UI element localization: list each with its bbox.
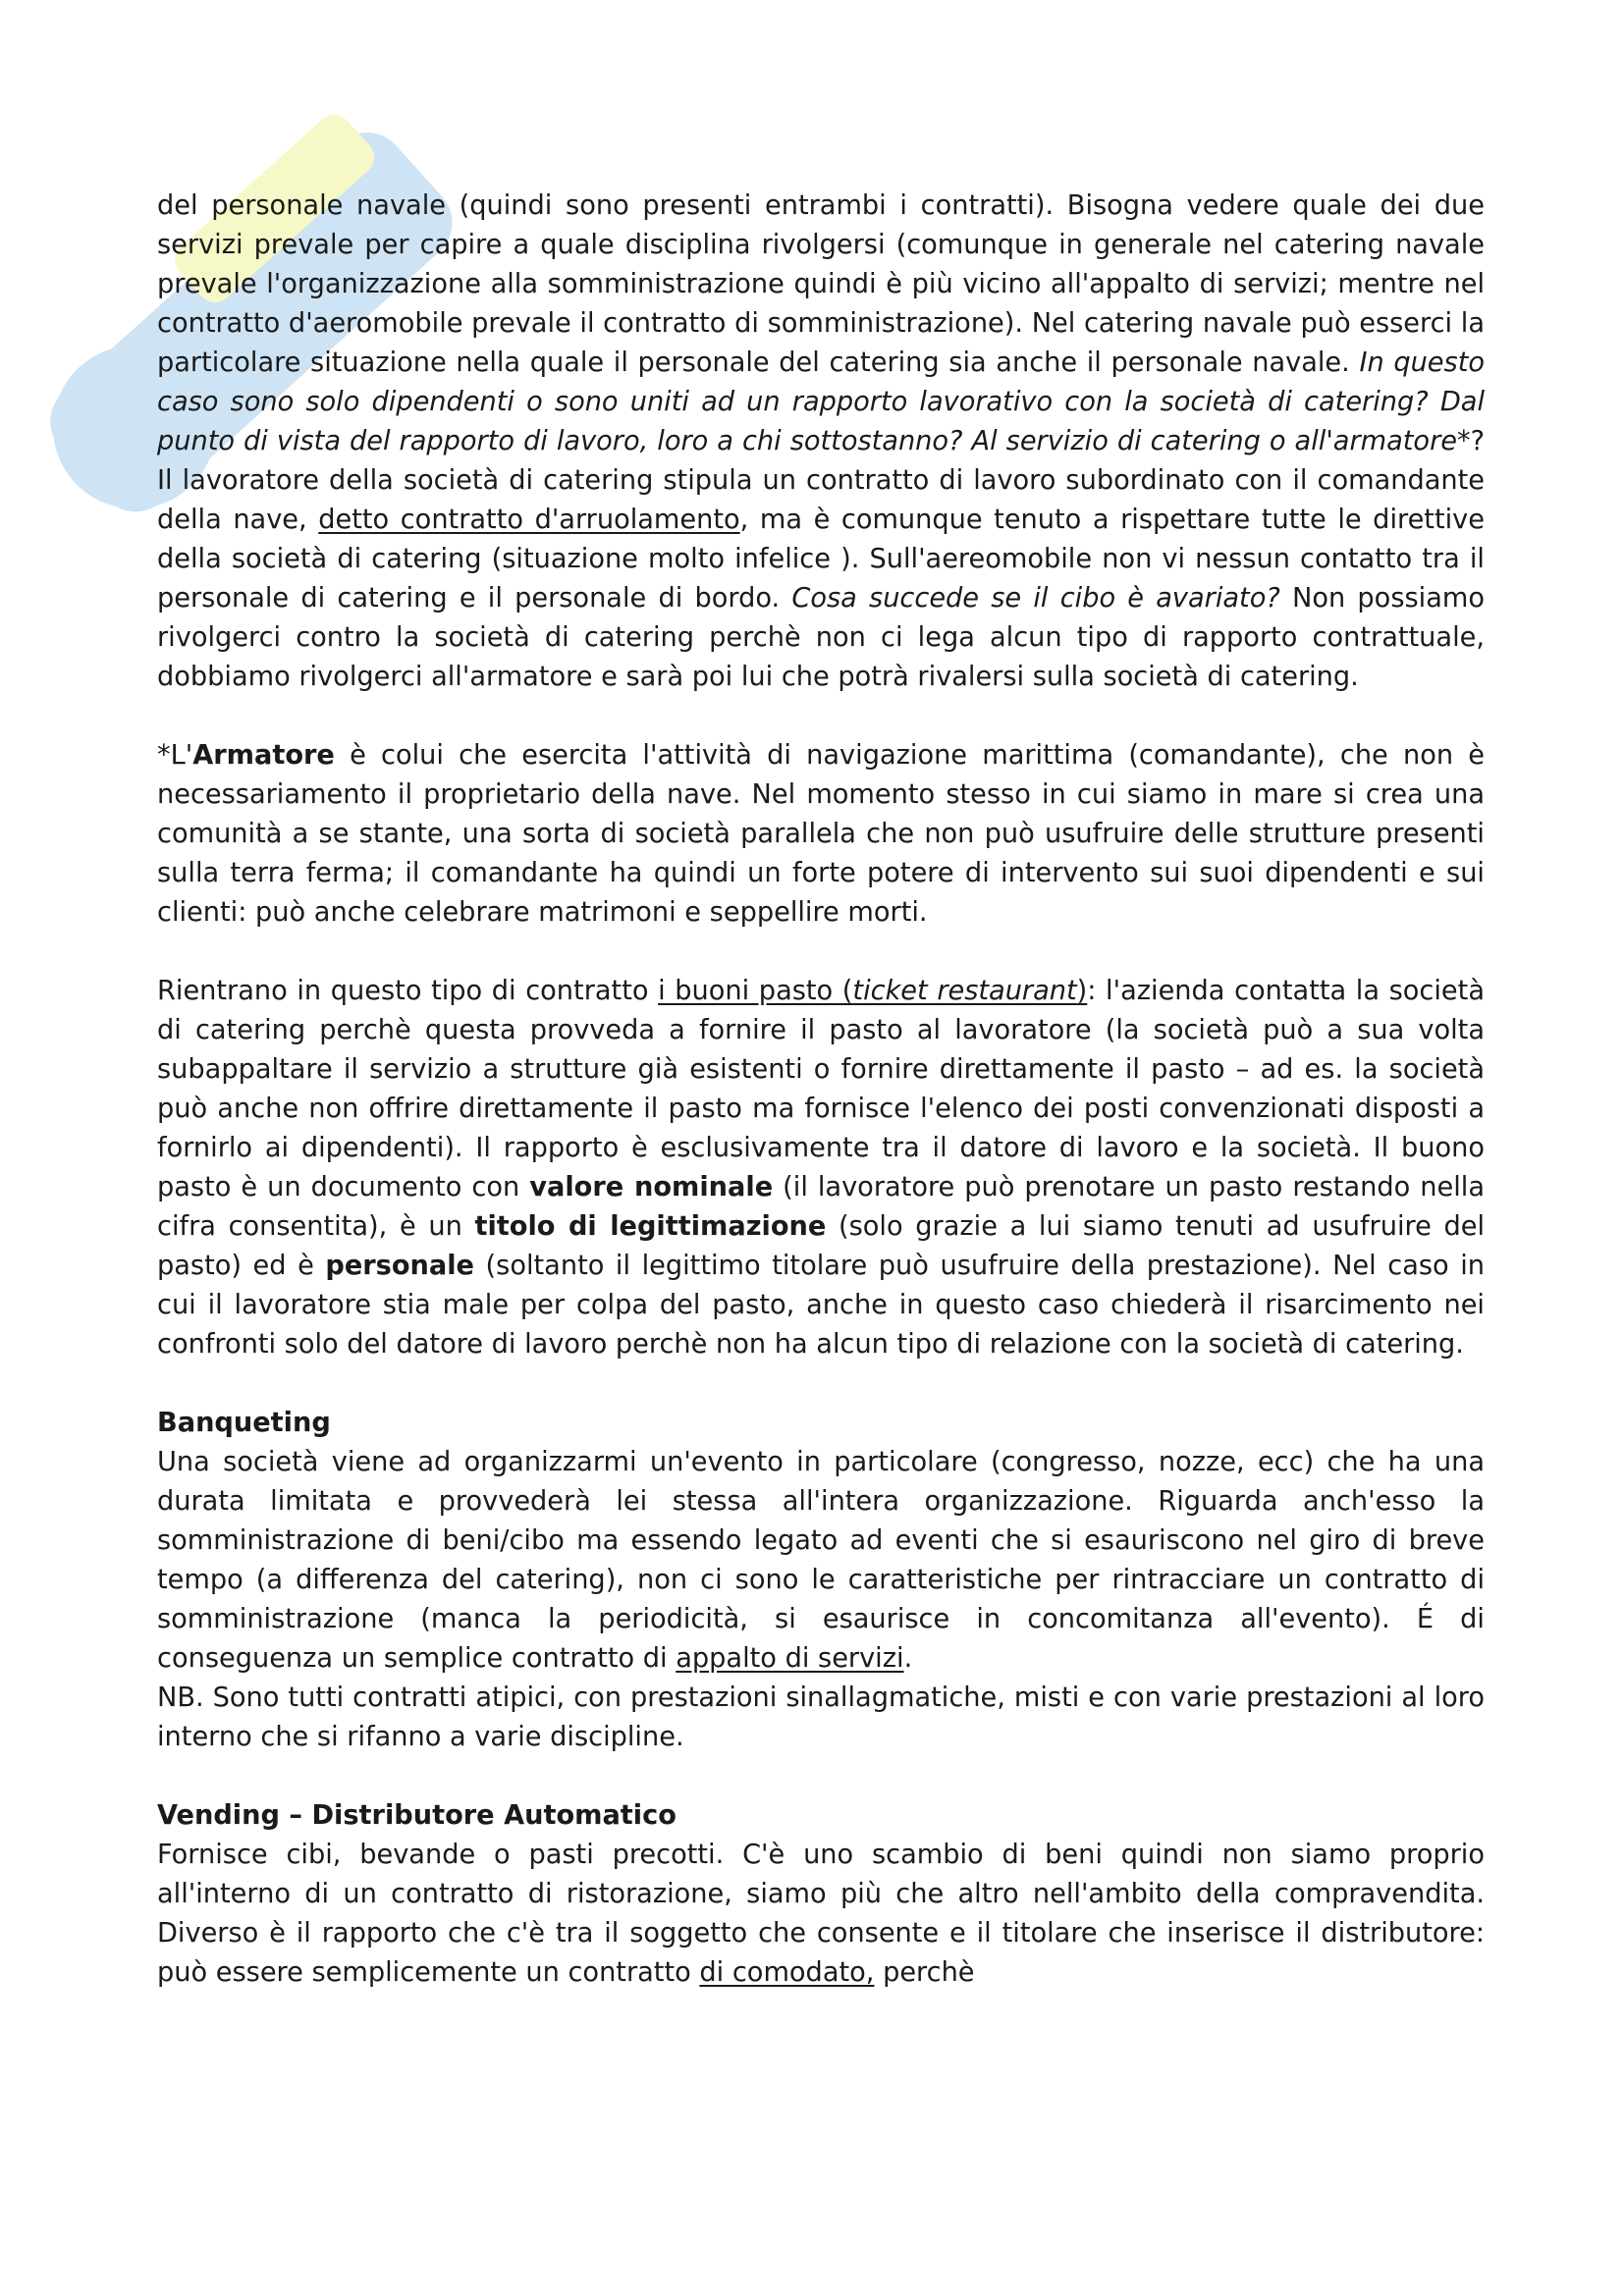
heading-banqueting: Banqueting	[157, 1408, 331, 1438]
paragraph-banqueting: Una società viene ad organizzarmi un'evento in particolare (congresso, nozze, ecc) che ha una durata limitata e provvederà lei stessa all'intera organizzazione. Riguarda anch'esso la somministrazione di beni/cibo ma essendo legato ad eventi che si esauriscono nel giro di breve tempo (a differenza del catering), non ci sono le caratteristiche per rintracciare un contratto di somministrazione (manca la periodicità, si esaurisce in concomitanza all'evento). É di conseguenza un semplice contratto di appalto di servizi.	[157, 1447, 1485, 1674]
paragraph-nb: NB. Sono tutti contratti atipici, con prestazioni sinallagmatiche, misti e con varie prestazioni al loro interno che si rifanno a varie discipline.	[157, 1682, 1485, 1752]
document-page	[157, 187, 1485, 1993]
paragraph-armatore: *L'Armatore è colui che esercita l'attività di navigazione marittima (comandante), che non è necessariamento il proprietario della nave. Nel momento stesso in cui siamo in mare si crea una comunità a se stante, una sorta di società parallela che non può usufruire delle strutture presenti sulla terra ferma; il comandante ha quindi un forte potere di intervento sui suoi dipendenti e sui clienti: può anche celebrare matrimoni e seppellire morti.	[157, 740, 1485, 928]
paragraph-buoni-pasto: Rientrano in questo tipo di contratto i buoni pasto (ticket restaurant): l'azienda contatta la società di catering perchè questa provveda a fornire il pasto al lavoratore (la società può a sua volta subappaltare il servizio a strutture già esistenti o fornire direttamente il pasto – ad es. la società può anche non offrire direttamente il pasto ma fornisce l'elenco dei posti convenzionati disposti a fornirlo ai dipendenti). Il rapporto è esclusivamente tra il datore di lavoro e la società. Il buono pasto è un documento con valore nominale (il lavoratore può prenotare un pasto restando nella cifra consentita), è un titolo di legittimazione (solo grazie a lui siamo tenuti ad usufruire del pasto) ed è personale (soltanto il legittimo titolare può usufruire della prestazione). Nel caso in cui il lavoratore stia male per colpa del pasto, anche in questo caso chiederà il risarcimento nei confronti solo del datore di lavoro perchè non ha alcun tipo di relazione con la società di catering.	[157, 976, 1486, 1360]
link-contratto-arruolamento: detto contratto d'arruolamento	[318, 505, 740, 535]
heading-vending: Vending – Distributore Automatico	[157, 1800, 677, 1831]
paragraph-vending: Fornisce cibi, bevande o pasti precotti. C'è uno scambio di beni quindi non siamo proprio all'interno di un contratto di ristorazione, siamo più che altro nell'ambito della compravendita. Diverso è il rapporto che c'è tra il soggetto che consente e il titolare che inserisce il distributore: può essere semplicemente un contratto di comodato, perchè	[157, 1840, 1485, 1988]
paragraph-catering-navale: del personale navale (quindi sono presenti entrambi i contratti). Bisogna vedere quale dei due servizi prevale per capire a quale disciplina rivolgersi (comunque in generale nel catering navale prevale l'organizzazione alla somministrazione quindi è più vicino all'appalto di servizi; mentre nel contratto d'aeromobile prevale il contratto di somministrazione). Nel catering navale può esserci la particolare situazione nella quale il personale del catering sia anche il personale navale. In questo caso sono solo dipendenti o sono uniti ad un rapporto lavorativo con la società di catering? Dal punto di vista del rapporto di lavoro, loro a chi sottostanno? Al servizio di catering o all'armatore*? Il lavoratore della società di catering stipula un contratto di lavoro subordinato con il comandante della nave, detto contratto d'arruolamento, ma è comunque tenuto a rispettare tutte le direttive della società di catering (situazione molto infelice ). Sull'aereomobile non vi nessun contatto tra il personale di catering e il personale di bordo. Cosa succede se il cibo è avariato? Non possiamo rivolgerci contro la società di catering perchè non ci lega alcun tipo di rapporto contrattuale, dobbiamo rivolgerci all'armatore e sarà poi lui che potrà rivalersi sulla società di catering.	[157, 190, 1485, 692]
